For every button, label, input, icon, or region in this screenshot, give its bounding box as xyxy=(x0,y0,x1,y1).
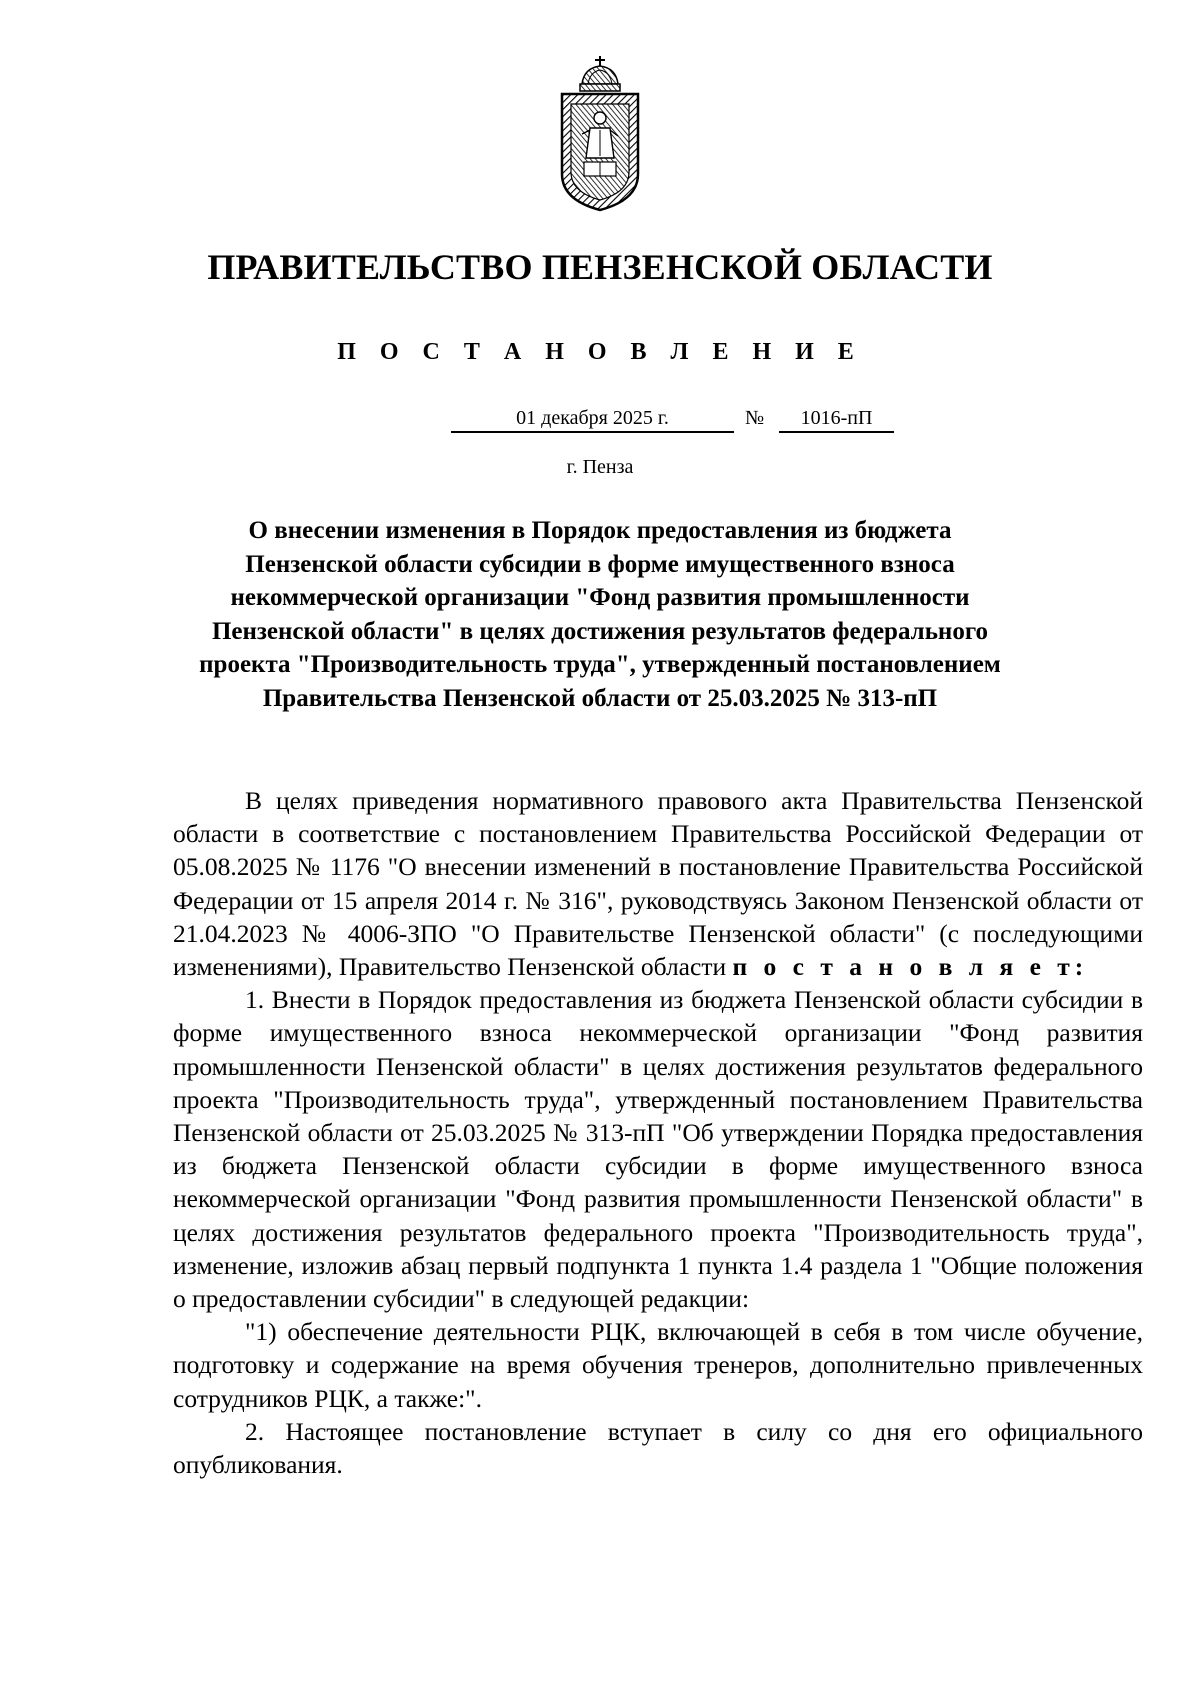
title-line: некоммерческой организации "Фонд развития промышленности xyxy=(230,584,970,611)
document-date: 01 декабря 2025 г. xyxy=(451,405,734,433)
title-line: Пензенской области" в целях достижения результатов федерального xyxy=(211,617,989,645)
number-sign: № xyxy=(745,407,765,429)
document-place: г. Пенза xyxy=(566,456,634,478)
document-title xyxy=(180,514,1020,715)
document-body xyxy=(173,784,1143,1481)
document-type: П О С Т А Н О В Л Е Н И Е xyxy=(337,339,863,365)
decree-word: п о с т а н о в л я е т: xyxy=(732,952,1089,982)
quote-paragraph: "1) обеспечение деятельности РЦК, включающей в себя в том числе обучение, подготовку и содержание на время обучения тренеров, дополнительно привлеченных сотрудников РЦК, а также:". xyxy=(173,1317,1143,1413)
title-line: Пензенской области субсидии в форме имущественного взноса xyxy=(245,550,955,578)
organization-name: ПРАВИТЕЛЬСТВО ПЕНЗЕНСКОЙ ОБЛАСТИ xyxy=(207,247,993,287)
preamble-paragraph xyxy=(173,784,1143,983)
title-line: проекта "Производительность труда", утвержденный постановлением xyxy=(199,651,1001,678)
title-line: Правительства Пензенской области от 25.03.2025 № 313-пП xyxy=(262,684,938,712)
preamble-text: В целях приведения нормативного правового акта Правительства Пензенской области в соответствие с постановлением Правительства Российской Федерации от 05.08.2025 № 1176 "О внесении изменений в постановление Правительства Российской Федерации от 15 апреля 2014 г. № 316", руководствуясь Законом Пензенской области от 21.04.2023 № 4006-ЗПО "О Правительстве Пензенской области" (с последующими изменениями), Правительство Пензенской области xyxy=(173,786,1143,982)
item-1-paragraph: 1. Внести в Порядок предоставления из бюджета Пензенской области субсидии в форме имущественного взноса некоммерческой организации "Фонд развития промышленности Пензенской области" в целях достижения результатов федерального проекта "Производительность труда", утвержденный постановлением Правительства Пензенской области от 25.03.2025 № 313-пП "Об утверждении Порядка предоставления из бюджета Пензенской области субсидии в форме имущественного взноса некоммерческой организации "Фонд развития промышленности Пензенской области" в целях достижения результатов федерального проекта "Производительность труда", изменение, изложив абзац первый подпункта 1 пункта 1.4 раздела 1 "Общие положения о предоставлении субсидии" в следующей редакции: xyxy=(173,985,1143,1314)
coat-of-arms-icon xyxy=(554,54,646,214)
title-line: О внесении изменения в Порядок предоставления из бюджета xyxy=(248,517,952,544)
item-2-paragraph: 2. Настоящее постановление вступает в силу со дня его официального опубликования. xyxy=(173,1416,1143,1480)
document-number: 1016-пП xyxy=(779,405,894,433)
